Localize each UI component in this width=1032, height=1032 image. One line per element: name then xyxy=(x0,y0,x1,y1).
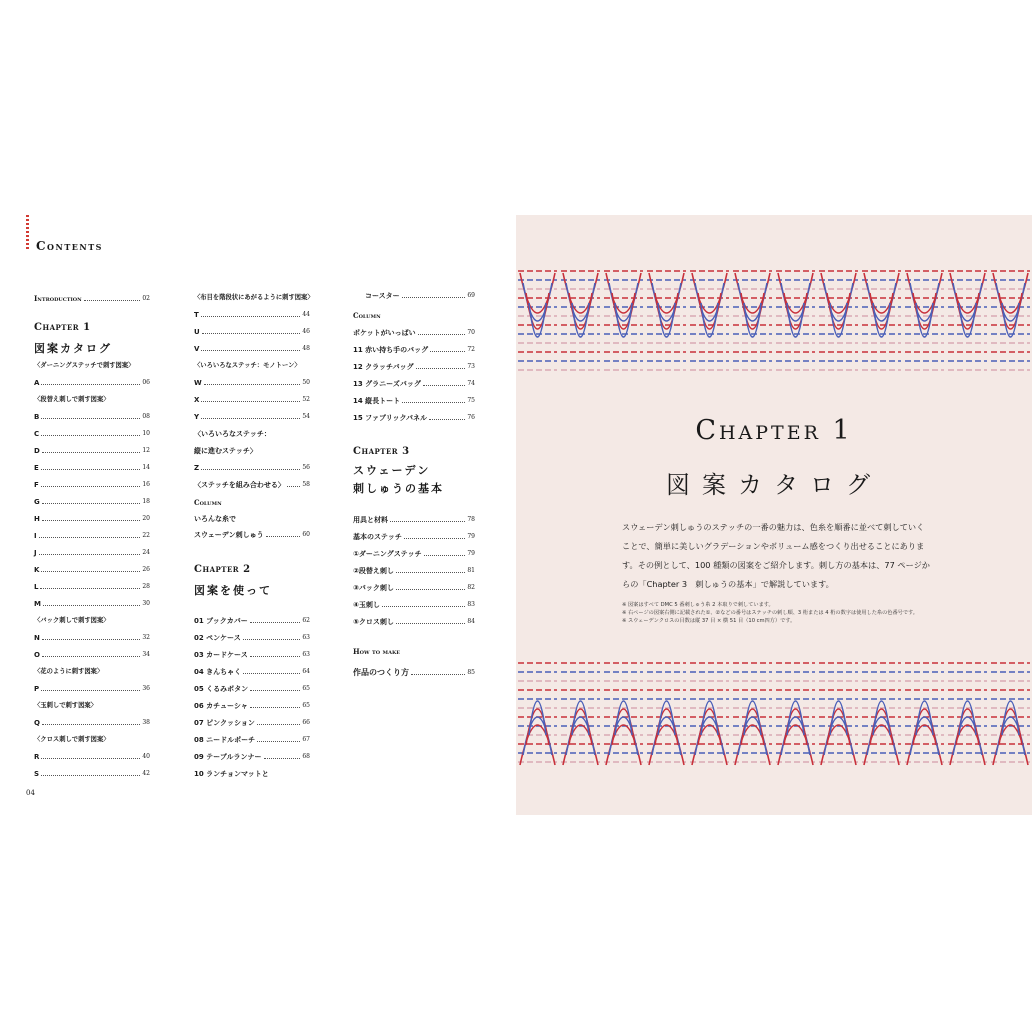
toc-entry-title: Introduction xyxy=(34,294,82,303)
leader-dots xyxy=(250,707,301,708)
toc-entry-s[interactable] xyxy=(34,767,150,780)
toc-entry-title: 06 カチューシャ xyxy=(194,701,248,710)
toc-entry-page: 54 xyxy=(302,413,310,420)
leader-dots xyxy=(42,520,141,521)
toc-entry-page: 65 xyxy=(302,702,310,709)
toc-entry-title: 14 縦長トート xyxy=(353,396,401,405)
toc-entry-page: 36 xyxy=(142,685,150,692)
toc-entry-page: 66 xyxy=(302,719,310,726)
toc-entry[interactable] xyxy=(353,564,475,577)
toc-entry[interactable] xyxy=(34,529,150,542)
leader-dots xyxy=(39,537,141,538)
toc-entry-title: U xyxy=(194,327,200,336)
intro-line: らの「Chapter 3 刺しゅうの基本」で解説しています。 xyxy=(622,579,834,589)
toc-entry-title: 04 きんちゃく xyxy=(194,667,242,676)
toc-entry-title: 01 ブックカバー xyxy=(194,616,248,625)
toc-entry[interactable] xyxy=(353,581,475,594)
toc-entry-title: R xyxy=(34,752,40,761)
toc-entry[interactable] xyxy=(353,394,475,407)
toc-entry-title: 作品のつくり方 xyxy=(353,668,409,677)
leader-dots xyxy=(201,469,300,470)
toc-entry[interactable] xyxy=(353,377,475,390)
toc-entry[interactable] xyxy=(194,699,310,712)
toc-entry-howto[interactable] xyxy=(353,666,475,679)
toc-entry-title: ⑤クロス刺し xyxy=(353,617,394,626)
toc-entry-o[interactable] xyxy=(34,648,150,661)
leader-dots xyxy=(201,418,300,419)
toc-entry[interactable] xyxy=(194,665,310,678)
toc-entry-page: 64 xyxy=(302,668,310,675)
leader-dots xyxy=(42,724,140,725)
toc-entry[interactable] xyxy=(34,444,150,457)
toc-entry[interactable] xyxy=(194,733,310,746)
leader-dots xyxy=(201,401,300,402)
toc-entry-title: H xyxy=(34,514,40,523)
toc-entry-introduction[interactable] xyxy=(34,292,150,305)
leader-dots xyxy=(201,350,300,351)
leader-dots xyxy=(204,384,301,385)
toc-entry[interactable] xyxy=(194,648,310,661)
toc-entry-title: ②段替え刺し xyxy=(353,566,394,575)
leader-dots xyxy=(42,639,141,640)
toc-entry-page: 22 xyxy=(142,532,150,539)
toc-entry-page: 67 xyxy=(302,736,310,743)
toc-entry-continued[interactable]: 10 ランチョンマットと xyxy=(194,770,269,778)
toc-entry[interactable] xyxy=(353,615,475,628)
toc-entry-page: 28 xyxy=(142,583,150,590)
toc-entry-page: 56 xyxy=(302,464,310,471)
toc-entry-page: 34 xyxy=(142,651,150,658)
leader-dots xyxy=(41,486,141,487)
leader-dots xyxy=(40,588,140,589)
toc-entry[interactable] xyxy=(34,597,150,610)
toc-entry-title: 15 ファブリックパネル xyxy=(353,413,428,422)
toc-entry[interactable] xyxy=(353,360,475,373)
column-heading: Column xyxy=(194,498,222,507)
toc-entry-title: F xyxy=(34,480,39,489)
toc-entry-q[interactable] xyxy=(34,716,150,729)
toc-entry-title: T xyxy=(194,310,199,319)
toc-entry-page: 38 xyxy=(142,719,150,726)
contents-page xyxy=(0,215,516,815)
toc-entry-combine[interactable] xyxy=(194,478,310,491)
toc-entry-page: 30 xyxy=(142,600,150,607)
toc-entry-page: 65 xyxy=(302,685,310,692)
toc-entry[interactable] xyxy=(34,478,150,491)
toc-entry-title: ④玉刺し xyxy=(353,600,380,609)
toc-entry-title: 08 ニードルポーチ xyxy=(194,735,256,744)
chapter-3-heading: Chapter 3 xyxy=(353,446,410,457)
toc-entry-page: 46 xyxy=(302,328,310,335)
toc-entry-page: 32 xyxy=(142,634,150,641)
toc-entry-title: スウェーデン刺しゅう xyxy=(194,530,264,539)
section-subheading: 〈ダーニングステッチで刺す図案〉 xyxy=(34,362,135,369)
toc-entry[interactable] xyxy=(34,580,150,593)
toc-entry-title: 09 テーブルランナー xyxy=(194,752,262,761)
leader-dots xyxy=(396,572,465,573)
toc-entry-column[interactable] xyxy=(194,528,310,541)
leader-dots xyxy=(43,605,140,606)
leader-dots xyxy=(243,639,301,640)
toc-entry-title: 11 赤い持ち手のバッグ xyxy=(353,345,429,354)
toc-entry[interactable] xyxy=(353,513,475,526)
chapter-1-title: 図案カタログ xyxy=(34,342,112,355)
leader-dots xyxy=(41,690,140,691)
leader-dots xyxy=(287,486,300,487)
toc-entry[interactable] xyxy=(353,547,475,560)
chapter-notes xyxy=(622,601,942,625)
toc-entry[interactable] xyxy=(194,750,310,763)
toc-entry-title: I xyxy=(34,531,37,540)
toc-entry-title: E xyxy=(34,463,39,472)
toc-entry-title: 用具と材料 xyxy=(353,515,388,524)
section-subheading: 縦に進むステッチ〉 xyxy=(194,447,257,455)
section-subheading: 〈花のように刺す図案〉 xyxy=(34,668,104,675)
leader-dots xyxy=(390,521,465,522)
chapter-2-heading: Chapter 2 xyxy=(194,564,251,575)
leader-dots xyxy=(429,419,465,420)
toc-entry-page: 79 xyxy=(467,533,475,540)
leader-dots xyxy=(402,402,465,403)
toc-entry-title: ポケットがいっぱい xyxy=(353,328,416,337)
leader-dots xyxy=(416,368,466,369)
toc-entry[interactable] xyxy=(194,631,310,644)
toc-entry-page: 83 xyxy=(467,601,475,608)
toc-entry-t[interactable] xyxy=(194,308,310,321)
leader-dots xyxy=(202,333,301,334)
leader-dots xyxy=(257,724,300,725)
toc-entry-title: コースター xyxy=(365,291,400,300)
toc-entry-title: A xyxy=(34,378,40,387)
chapter-3-title-line-2: 刺しゅうの基本 xyxy=(353,482,444,495)
intro-line: スウェーデン刺しゅうのステッチの一番の魅力は、色糸を順番に並べて刺していく xyxy=(622,522,925,532)
leader-dots xyxy=(411,674,465,675)
toc-entry-title: 〈ステッチを組み合わせる〉 xyxy=(194,480,285,489)
leader-dots xyxy=(41,384,140,385)
leader-dots xyxy=(257,741,300,742)
toc-entry-title: M xyxy=(34,599,41,608)
section-subheading: 〈バック刺しで刺す図案〉 xyxy=(34,617,110,624)
leader-dots xyxy=(41,758,140,759)
intro-line: ことで、簡単に美しいグラデーションやボリューム感をつくり出せることにありま xyxy=(622,541,925,551)
leader-dots xyxy=(404,538,465,539)
toc-entry-u[interactable] xyxy=(194,325,310,338)
leader-dots xyxy=(243,673,300,674)
section-subheading: 〈布目を階段状にあがるように刺す図案〉 xyxy=(194,294,314,301)
chapter-intro-text xyxy=(622,518,942,594)
toc-entry[interactable] xyxy=(353,530,475,543)
toc-entry-page: 44 xyxy=(302,311,310,318)
toc-entry-title: P xyxy=(34,684,40,693)
leader-dots xyxy=(418,334,466,335)
leader-dots xyxy=(84,300,141,301)
chapter-title: 図案カタログ xyxy=(666,471,882,499)
toc-entry-page: 52 xyxy=(302,396,310,403)
leader-dots xyxy=(41,418,140,419)
toc-entry-page: 73 xyxy=(467,363,475,370)
leader-dots xyxy=(402,297,466,298)
toc-entry-title: 07 ピンクッション xyxy=(194,718,255,727)
leader-dots xyxy=(41,469,141,470)
toc-entry-page: 84 xyxy=(467,618,475,625)
leader-dots xyxy=(41,775,140,776)
leader-dots xyxy=(39,554,141,555)
toc-entry-title: 13 グラニーズバッグ xyxy=(353,379,421,388)
toc-entry-page: 69 xyxy=(467,292,475,299)
toc-entry-title: ①ダーニングステッチ xyxy=(353,549,422,558)
toc-entry[interactable] xyxy=(34,495,150,508)
note-line: ※ スウェーデンクロスの目数は縦 37 目 × 横 51 目（10 cm四方）です。 xyxy=(622,618,796,624)
toc-entry-title: N xyxy=(34,633,40,642)
toc-entry-title: X xyxy=(194,395,200,404)
toc-entry-page: 42 xyxy=(142,770,150,777)
toc-entry-z[interactable] xyxy=(194,461,310,474)
toc-entry-a[interactable] xyxy=(34,376,150,389)
toc-entry-page: 10 xyxy=(142,430,150,437)
leader-dots xyxy=(41,435,140,436)
toc-entry-x[interactable] xyxy=(194,393,310,406)
toc-entry-page: 40 xyxy=(142,753,150,760)
toc-entry-title: D xyxy=(34,446,40,455)
leader-dots xyxy=(41,571,140,572)
toc-entry-page: 06 xyxy=(142,379,150,386)
toc-entry-page: 85 xyxy=(467,669,475,676)
toc-entry-page: 24 xyxy=(142,549,150,556)
toc-entry-title: 12 クラッチバッグ xyxy=(353,362,414,371)
chapter-3-title-line-1: スウェーデン xyxy=(353,464,431,477)
leader-dots xyxy=(424,555,466,556)
toc-entry-page: 63 xyxy=(302,634,310,641)
leader-dots xyxy=(423,385,466,386)
toc-entry[interactable] xyxy=(353,343,475,356)
embroidery-pattern-bottom xyxy=(516,655,1032,775)
leader-dots xyxy=(250,622,301,623)
toc-entry[interactable] xyxy=(353,411,475,424)
section-subheading: 〈いろいろなステッチ：モノトーン〉 xyxy=(194,362,301,369)
toc-entry-title: 03 カードケース xyxy=(194,650,248,659)
toc-entry-pockets[interactable] xyxy=(353,326,475,339)
leader-dots xyxy=(396,589,465,590)
toc-entry-page: 16 xyxy=(142,481,150,488)
toc-entry-page: 18 xyxy=(142,498,150,505)
leader-dots xyxy=(250,656,301,657)
chapter-2-title: 図案を使って xyxy=(194,584,272,597)
toc-entry-page: 75 xyxy=(467,397,475,404)
toc-entry-title: Y xyxy=(194,412,200,421)
note-line: ※ 図案はすべて DMC 5 番刺しゅう糸 2 本取りで刺しています。 xyxy=(622,602,774,608)
toc-entry-r[interactable] xyxy=(34,750,150,763)
section-subheading: 〈クロス刺しで刺す図案〉 xyxy=(34,736,110,743)
leader-dots xyxy=(382,606,465,607)
toc-entry-page: 50 xyxy=(302,379,310,386)
toc-entry-page: 76 xyxy=(467,414,475,421)
intro-line: す。その例として、100 種類の図案をご紹介します。刺し方の基本は、77 ページか xyxy=(622,560,930,570)
toc-entry-title: Q xyxy=(34,718,40,727)
toc-entry-n[interactable] xyxy=(34,631,150,644)
section-subheading: 〈段替え刺しで刺す図案〉 xyxy=(34,396,110,403)
toc-entry[interactable] xyxy=(34,410,150,423)
toc-entry-page: 20 xyxy=(142,515,150,522)
toc-entry-title: ③バック刺し xyxy=(353,583,394,592)
toc-entry-page: 82 xyxy=(467,584,475,591)
toc-entry-page: 72 xyxy=(467,346,475,353)
leader-dots xyxy=(250,690,300,691)
toc-entry-page: 58 xyxy=(302,481,310,488)
toc-entry-title: O xyxy=(34,650,40,659)
leader-dots xyxy=(266,536,301,537)
leader-dots xyxy=(42,503,141,504)
contents-title: Contents xyxy=(36,239,103,253)
toc-entry[interactable] xyxy=(194,614,310,627)
toc-entry[interactable] xyxy=(34,512,150,525)
toc-entry-page: 70 xyxy=(467,329,475,336)
chapter-heading: Chapter 1 xyxy=(695,415,853,446)
toc-entry-title: 基本のステッチ xyxy=(353,532,402,541)
toc-entry-title: J xyxy=(34,548,37,557)
embroidery-pattern-top xyxy=(516,263,1032,383)
toc-entry-page: 48 xyxy=(302,345,310,352)
toc-entry[interactable] xyxy=(34,563,150,576)
toc-entry-title: L xyxy=(34,582,39,591)
toc-entry-page: 68 xyxy=(302,753,310,760)
toc-entry[interactable] xyxy=(353,598,475,611)
toc-entry[interactable] xyxy=(34,546,150,559)
toc-entry-page: 26 xyxy=(142,566,150,573)
decorative-dotted-line xyxy=(26,215,29,251)
note-line: ※ 右ページの図案右側に記載された①、②などの番号はステッチの刺し順、3 桁または 4 桁の数字は使用した糸の色番号です。 xyxy=(622,610,918,616)
toc-entry-w[interactable] xyxy=(194,376,310,389)
leader-dots xyxy=(42,452,141,453)
toc-entry-title: S xyxy=(34,769,40,778)
leader-dots xyxy=(201,316,301,317)
leader-dots xyxy=(396,623,465,624)
toc-entry-title: V xyxy=(194,344,200,353)
toc-entry-title: 05 くるみボタン xyxy=(194,684,249,693)
toc-entry-page: 08 xyxy=(142,413,150,420)
section-subheading: 〈玉刺しで刺す図案〉 xyxy=(34,702,97,709)
toc-entry[interactable] xyxy=(34,427,150,440)
toc-entry-page: 79 xyxy=(467,550,475,557)
toc-entry-page: 62 xyxy=(302,617,310,624)
toc-entry-page: 74 xyxy=(467,380,475,387)
toc-entry-page: 12 xyxy=(142,447,150,454)
column-heading: Column xyxy=(353,311,381,320)
toc-entry-title: W xyxy=(194,378,202,387)
toc-entry-title: B xyxy=(34,412,40,421)
toc-entry[interactable] xyxy=(194,716,310,729)
toc-entry-page: 81 xyxy=(467,567,475,574)
how-to-make-heading: How to make xyxy=(353,647,401,656)
toc-entry[interactable] xyxy=(194,682,310,695)
leader-dots xyxy=(430,351,465,352)
toc-entry-title: Z xyxy=(194,463,200,472)
chapter-1-heading: Chapter 1 xyxy=(34,322,91,333)
toc-entry-title: 02 ペンケース xyxy=(194,633,241,642)
toc-entry-page: 60 xyxy=(302,531,310,538)
leader-dots xyxy=(42,656,140,657)
column-title-line: いろんな糸で xyxy=(194,515,236,523)
toc-entry-title: K xyxy=(34,565,40,574)
toc-entry-page: 78 xyxy=(467,516,475,523)
toc-entry-coaster[interactable] xyxy=(365,289,475,302)
page-number: 04 xyxy=(26,789,35,797)
toc-entry-page: 14 xyxy=(142,464,150,471)
toc-entry-page: 63 xyxy=(302,651,310,658)
toc-entry[interactable] xyxy=(34,461,150,474)
toc-entry-title: G xyxy=(34,497,40,506)
toc-entry-y[interactable] xyxy=(194,410,310,423)
toc-entry-v[interactable] xyxy=(194,342,310,355)
chapter-opener-page xyxy=(516,215,1032,815)
toc-entry-title: C xyxy=(34,429,40,438)
leader-dots xyxy=(264,758,301,759)
toc-entry-p[interactable] xyxy=(34,682,150,695)
toc-entry-page: 02 xyxy=(142,295,150,302)
section-subheading: 〈いろいろなステッチ： xyxy=(194,430,271,438)
